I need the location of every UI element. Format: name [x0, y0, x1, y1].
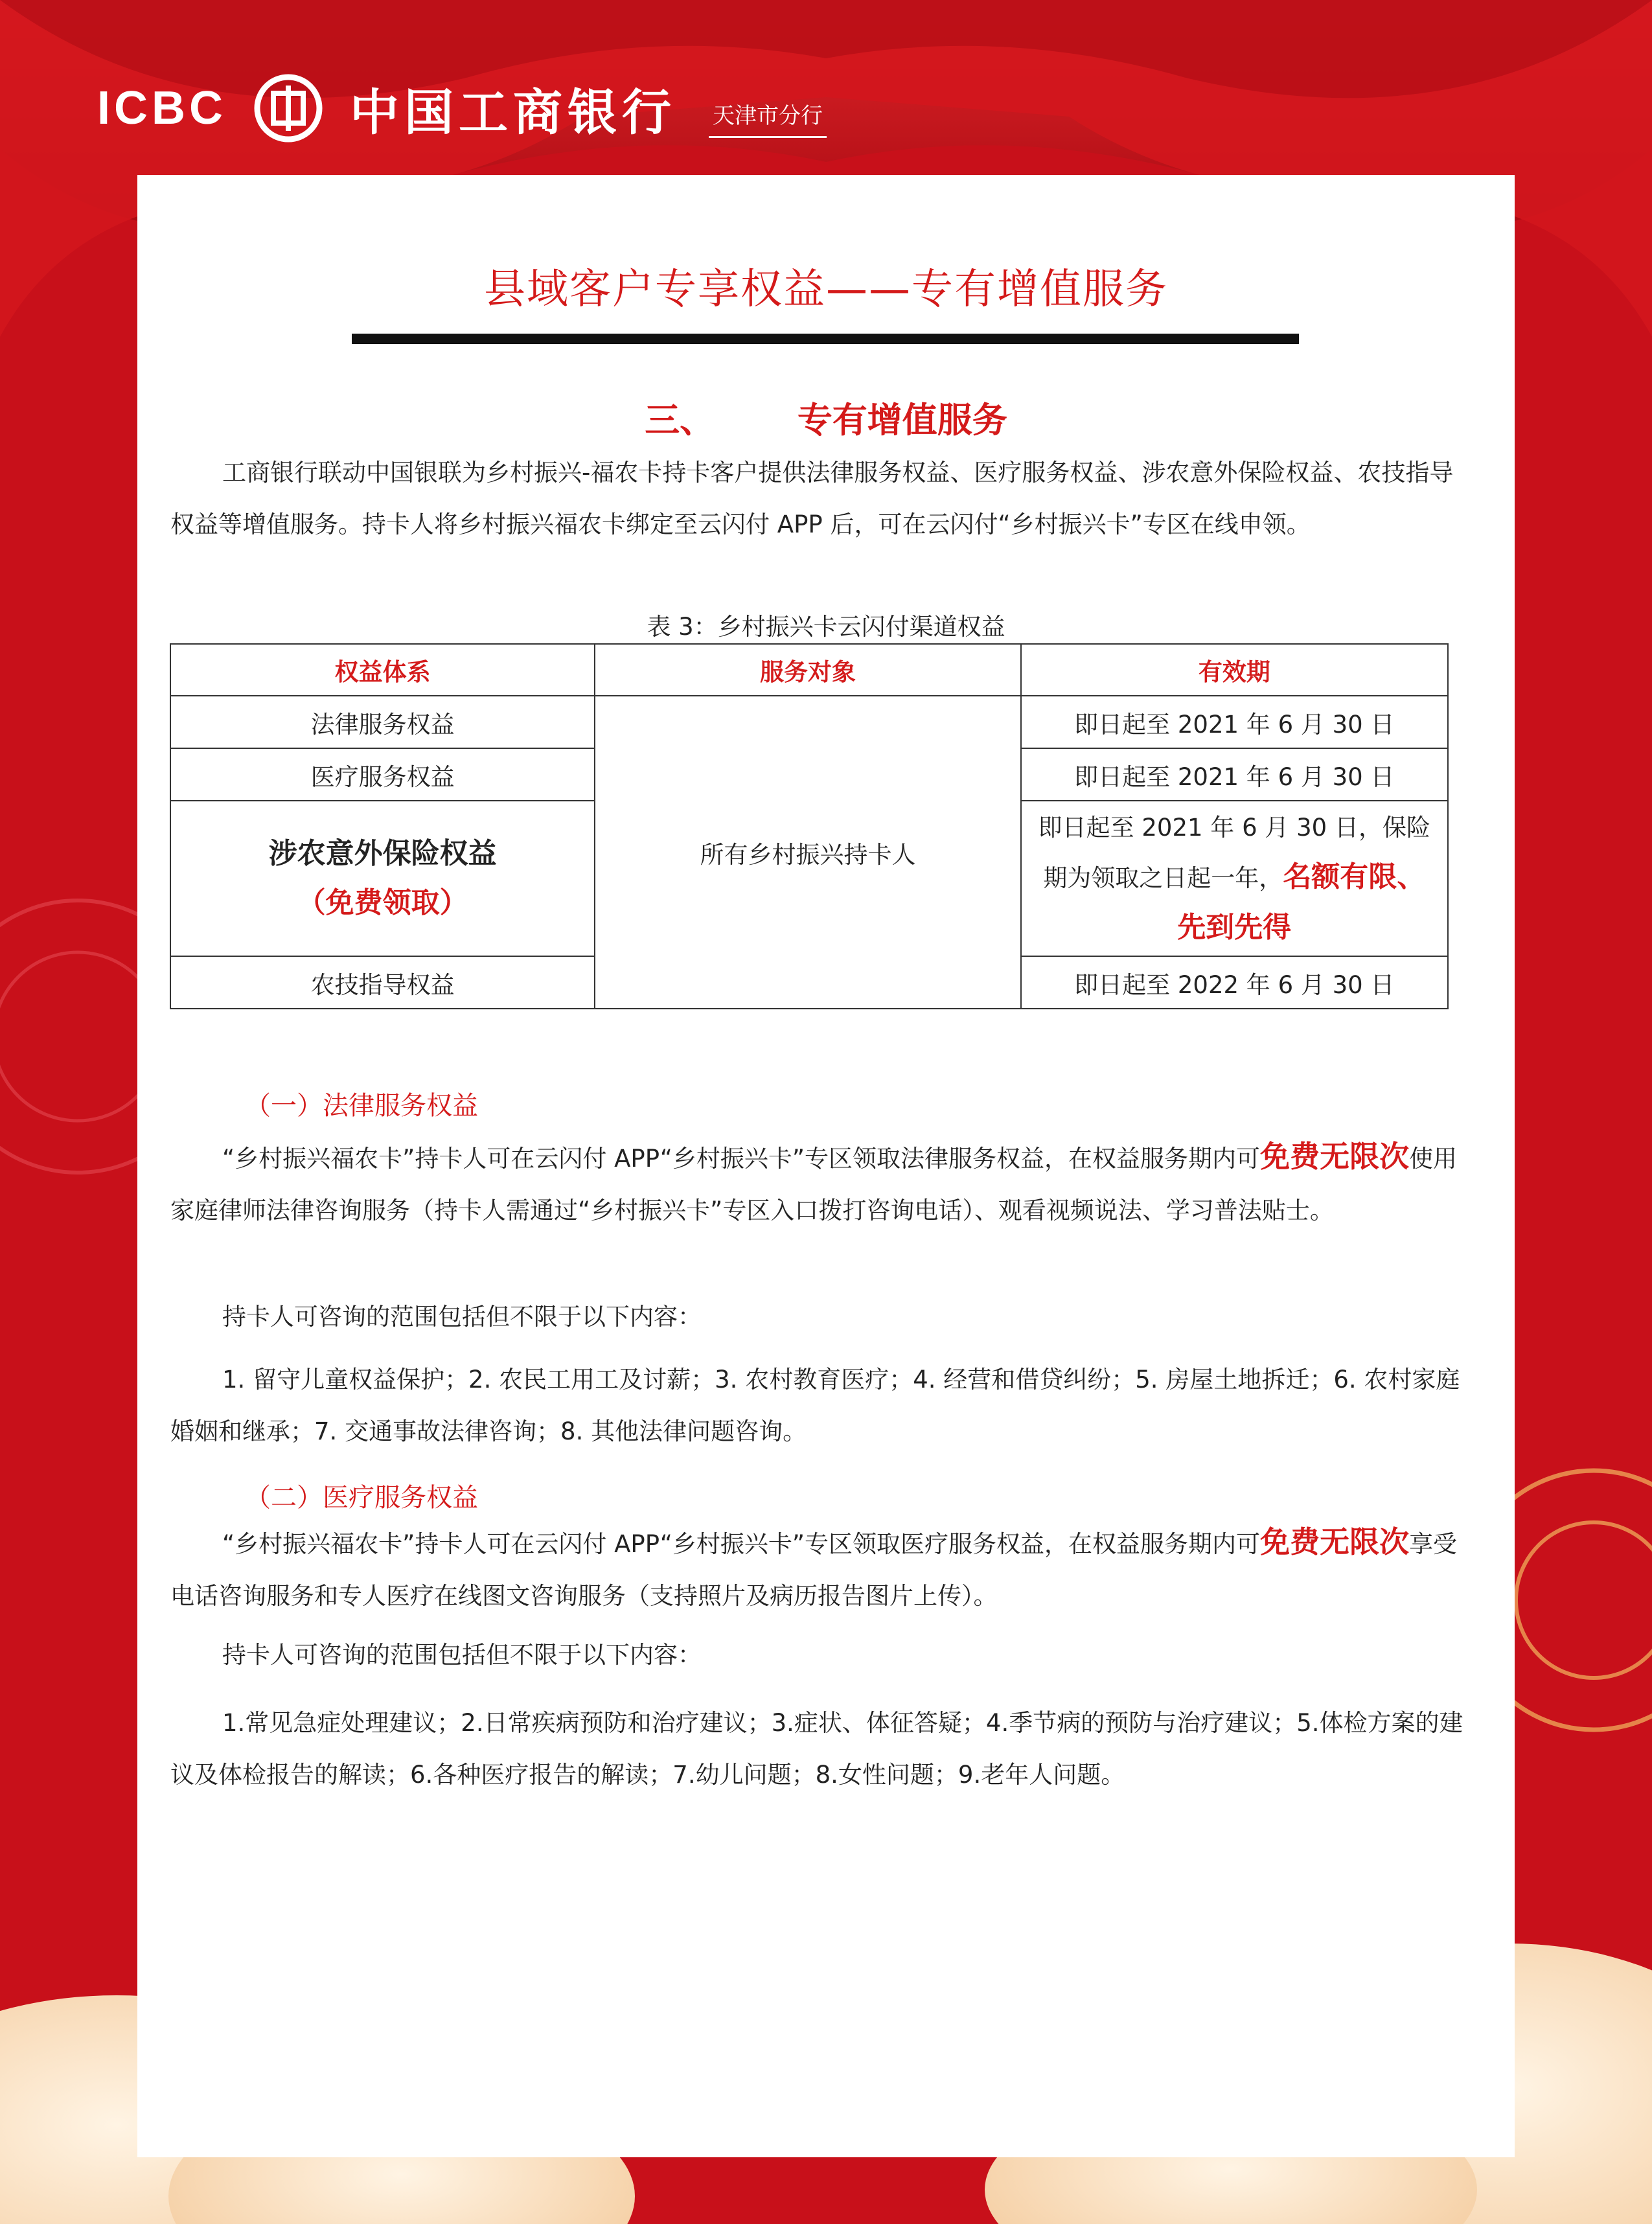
bank-name: 中国工商银行 — [350, 83, 676, 141]
icbc-seal-icon — [253, 73, 324, 144]
right-validity: 即日起至 2021 年 6 月 30 日 — [1021, 696, 1448, 748]
intro-text: 工商银行联动中国银联为乡村振兴-福农卡持卡客户提供法律服务权益、医疗服务权益、涉农意外保险权益、农技指导权益等增值服务。持卡人将乡村振兴福农卡绑定至云闪付 APP 后，可在云闪付“乡村振兴卡”专区在线申领。 — [170, 459, 1454, 538]
right-name: 医疗服务权益 — [170, 748, 595, 801]
medical-scope-text: 持卡人可咨询的范围包括但不限于以下内容： — [222, 1641, 702, 1669]
right-name: 农技指导权益 — [170, 956, 595, 1009]
title-divider — [352, 334, 1299, 344]
medical-text-a: “乡村振兴福农卡”持卡人可在云闪付 APP“乡村振兴卡”专区领取医疗服务权益，在权益服务期内可 — [222, 1530, 1261, 1558]
legal-scope-text: 持卡人可咨询的范围包括但不限于以下内容： — [222, 1303, 702, 1331]
header-validity: 有效期 — [1021, 644, 1448, 696]
right-validity: 即日起至 2022 年 6 月 30 日 — [1021, 956, 1448, 1009]
section-title: 专有增值服务 — [797, 400, 1007, 441]
medical-text-b: 享受电话咨询服务和专人医疗在线图文咨询服务（支持照片及病历报告图片上传）。 — [170, 1530, 1458, 1610]
section-number: 三、 — [645, 400, 715, 441]
branch-name: 天津市分行 — [709, 98, 827, 138]
right-validity-cell — [1021, 801, 1448, 956]
section-heading — [0, 393, 1652, 442]
right-name-note: （免费领取） — [297, 886, 468, 919]
legal-scope-items: 1. 留守儿童权益保护；2. 农民工用工及讨薪；3. 农村教育医疗；4. 经营和借贷纠纷；5. 房屋土地拆迁；6. 农村家庭婚姻和继承；7. 交通事故法律咨询；8. 其他法律问题咨询。 — [170, 1366, 1460, 1445]
right-validity: 即日起至 2021 年 6 月 30 日，保险期为领取之日起一年， — [1038, 814, 1430, 892]
validity-note: 名额有限、先到先得 — [1177, 860, 1426, 944]
header-audience: 服务对象 — [595, 644, 1020, 696]
right-name: 涉农意外保险权益 — [268, 837, 497, 870]
legal-heading: （一）法律服务权益 — [245, 1091, 478, 1121]
page-title: 县域客户专享权益——专有增值服务 — [484, 266, 1168, 314]
right-name: 法律服务权益 — [170, 696, 595, 748]
header-rights: 权益体系 — [170, 644, 595, 696]
bank-logo — [97, 73, 827, 144]
medical-highlight: 免费无限次 — [1260, 1524, 1410, 1559]
legal-paragraph — [170, 1130, 1466, 1237]
right-validity: 即日起至 2021 年 6 月 30 日 — [1021, 748, 1448, 801]
audience-cell: 所有乡村振兴持卡人 — [595, 696, 1020, 1009]
legal-highlight: 免费无限次 — [1260, 1139, 1410, 1174]
icbc-wordmark: ICBC — [97, 82, 227, 134]
medical-scope-intro — [170, 1629, 1466, 1681]
legal-text-a: “乡村振兴福农卡”持卡人可在云闪付 APP“乡村振兴卡”专区领取法律服务权益，在权益服务期内可 — [222, 1145, 1261, 1173]
rights-table — [170, 643, 1449, 1009]
intro-paragraph — [170, 447, 1466, 551]
table-caption: 表 3：乡村振兴卡云闪付渠道权益 — [647, 613, 1005, 641]
medical-paragraph — [170, 1516, 1466, 1622]
table-header-row — [170, 644, 1448, 696]
medical-heading: （二）医疗服务权益 — [245, 1483, 478, 1513]
legal-scope-list — [170, 1354, 1466, 1458]
medical-scope-list — [170, 1697, 1466, 1801]
table-row — [170, 696, 1448, 748]
legal-text-b: 使用家庭律师法律咨询服务（持卡人需通过“乡村振兴卡”专区入口拨打咨询电话）、观看视频说法、学习普法贴士。 — [170, 1145, 1458, 1224]
medical-scope-items: 1.常见急症处理建议；2.日常疾病预防和治疗建议；3.症状、体征答疑；4.季节病的预防与治疗建议；5.体检方案的建议及体检报告的解读；6.各种医疗报告的解读；7.幼儿问题；8.女性问题；9.老年人问题。 — [170, 1709, 1463, 1789]
legal-scope-intro — [170, 1291, 1466, 1343]
right-name-cell — [170, 801, 595, 956]
